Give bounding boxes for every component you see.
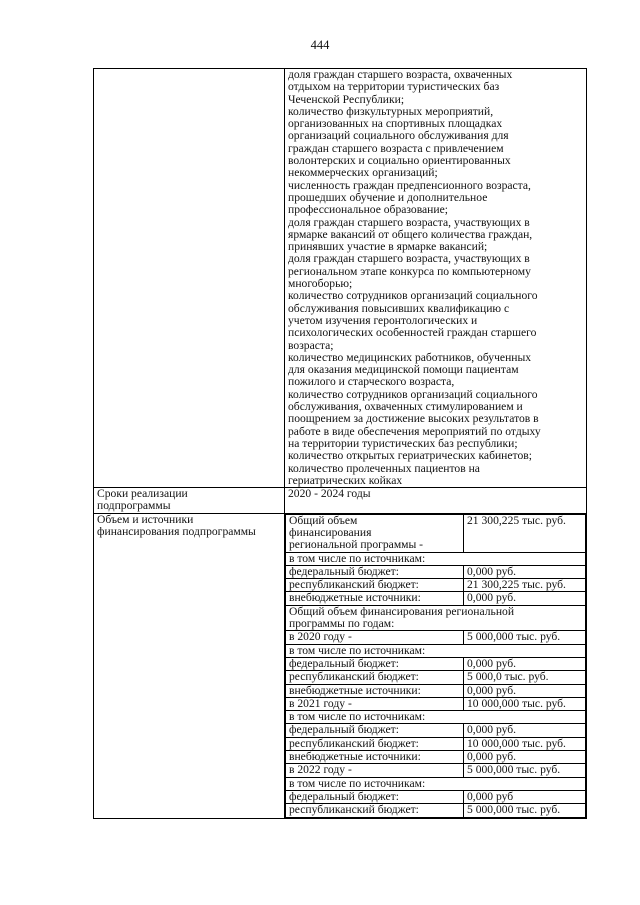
fin-year-value: 10 000,000 тыс. руб. [464,697,586,710]
financing-label-line: финансирования подпрограммы [97,524,256,538]
indicator-line: возраста; [288,338,334,352]
fin-year-federal-row [286,657,586,670]
indicator-line: доля граждан старшего возраста, участвующих в [288,215,530,229]
fin-year-value: 5 000,000 тыс. руб. [464,631,586,644]
fin-year-republic-value: 10 000,000 тыс. руб. [464,737,586,750]
indicator-line: численность граждан предпенсионного возраста, [288,178,531,192]
fin-year-federal-row [286,724,586,737]
fin-total-label-line: региональной программы - [289,538,424,552]
fin-year-sources-header-row [286,777,586,790]
terms-label-cell [94,488,285,514]
indicator-line: пожилого и старческого возраста, [288,375,455,389]
indicators-value-cell [285,69,587,488]
fin-year-sources-header: в том числе по источникам: [286,711,586,724]
indicators-list [288,69,583,487]
indicator-line: психологических особенностей граждан старшего [288,326,537,340]
fin-year-row [286,764,586,777]
indicators-row [94,69,587,488]
indicator-line: региональном этапе конкурса по компьютерному [288,264,531,278]
fin-by-years-line: Общий объем финансирования региональной [289,604,515,618]
fin-year-row [286,631,586,644]
indicator-line: организованных на спортивных площадках [288,117,503,131]
fin-federal-row [286,565,586,578]
fin-total-label [286,514,464,552]
fin-by-years-line: программы по годам: [289,617,395,631]
indicator-line: на территории туристических баз республики; [288,436,518,450]
financing-label-cell [94,513,285,818]
fin-extrabudget-row [286,592,586,605]
terms-label-line: подпрограммы [97,499,171,513]
fin-year-republic-label: республиканский бюджет: [286,737,464,750]
indicator-line: некоммерческих организаций; [288,166,438,180]
terms-value-cell: 2020 - 2024 годы [285,488,587,514]
fin-total-label-line: финансирования [289,525,372,539]
indicator-line: доля граждан старшего возраста, охваченных [288,68,513,81]
fin-year-federal-label: федеральный бюджет: [286,790,464,803]
fin-year-extrabudget-value: 0,000 руб. [464,751,586,764]
indicator-line: гериатрических койках [288,473,403,487]
indicator-line: отдыхом на территории туристических баз [288,80,500,94]
terms-label-line: Сроки реализации [97,487,188,501]
fin-year-extrabudget-row [286,751,586,764]
passport-table [93,68,587,819]
fin-total-value: 21 300,225 тыс. руб. [464,514,586,552]
indicator-line: ярмарке вакансий от общего количества граждан, [288,227,533,241]
fin-year-value: 5 000,000 тыс. руб. [464,764,586,777]
financing-label-line: Объем и источники [97,512,194,526]
fin-year-sources-header: в том числе по источникам: [286,777,586,790]
fin-year-sources-header-row [286,711,586,724]
fin-year-sources-header-row [286,644,586,657]
fin-federal-label: федеральный бюджет: [286,565,464,578]
fin-republic-label: республиканский бюджет: [286,579,464,592]
fin-year-extrabudget-label: внебюджетные источники: [286,751,464,764]
fin-sources-header-row [286,552,586,565]
indicator-line: количество сотрудников организаций социального [288,289,538,303]
fin-year-republic-label: республиканский бюджет: [286,671,464,684]
indicator-line: принявших участие в ярмарке вакансий; [288,240,488,254]
fin-year-extrabudget-value: 0,000 руб. [464,684,586,697]
indicator-line: обслуживания, охваченных стимулированием и [288,400,523,414]
fin-republic-value: 21 300,225 тыс. руб. [464,579,586,592]
indicator-line: волонтерских и социально ориентированных [288,154,511,168]
indicator-line: граждан старшего возраста с привлечением [288,141,504,155]
fin-sources-header: в том числе по источникам: [286,552,586,565]
indicator-line: количество открытых гериатрических кабинетов; [288,449,532,463]
financing-value-cell [285,513,587,818]
fin-year-republic-value: 5 000,000 тыс. руб. [464,804,586,817]
fin-total-label-line: Общий объем [289,513,358,527]
fin-year-sources-header: в том числе по источникам: [286,644,586,657]
fin-year-republic-label: республиканский бюджет: [286,804,464,817]
indicators-label-cell [94,69,285,488]
indicator-line: многоборью; [288,277,353,291]
indicator-line: Чеченской Республики; [288,92,405,106]
fin-federal-value: 0,000 руб. [464,565,586,578]
fin-year-row [286,697,586,710]
fin-year-federal-value: 0,000 руб. [464,657,586,670]
indicator-line: доля граждан старшего возраста, участвующих в [288,252,530,266]
fin-year-label: в 2022 году - [286,764,464,777]
fin-year-federal-row [286,790,586,803]
fin-year-republic-row [286,737,586,750]
fin-year-federal-label: федеральный бюджет: [286,724,464,737]
fin-extrabudget-label: внебюджетные источники: [286,592,464,605]
financing-row [94,513,587,818]
indicator-line: организаций социального обслуживания для [288,129,509,143]
indicator-line: работе в виде обеспечения мероприятий по отдыху [288,424,541,438]
indicator-line: количество медицинских работников, обученных [288,350,532,364]
fin-year-federal-value: 0,000 руб. [464,724,586,737]
indicator-line: поощрением за достижение высоких результатов в [288,412,539,426]
fin-by-years-row [286,605,586,631]
fin-year-label: в 2021 году - [286,697,464,710]
page-number: 444 [310,38,330,52]
indicator-line: прошедших обучение и дополнительное [288,190,488,204]
fin-year-republic-row [286,671,586,684]
fin-year-republic-value: 5 000,0 тыс. руб. [464,671,586,684]
fin-republic-row [286,579,586,592]
fin-year-republic-row [286,804,586,817]
fin-extrabudget-value: 0,000 руб. [464,592,586,605]
indicator-line: учетом изучения геронтологических и [288,313,478,327]
fin-by-years-heading [286,605,586,631]
fin-year-extrabudget-label: внебюджетные источники: [286,684,464,697]
fin-year-extrabudget-row [286,684,586,697]
indicator-line: профессиональное образование; [288,203,448,217]
indicator-line: количество пролеченных пациентов на [288,461,480,475]
fin-year-label: в 2020 году - [286,631,464,644]
indicator-line: для оказания медицинской помощи пациентам [288,363,519,377]
indicator-line: количество сотрудников организаций социального [288,387,538,401]
terms-row [94,488,587,514]
financing-table [285,514,586,818]
fin-year-federal-label: федеральный бюджет: [286,657,464,670]
indicator-line: обслуживания повысивших квалификацию с [288,301,510,315]
fin-year-federal-value: 0,000 руб [464,790,586,803]
indicator-line: количество физкультурных мероприятий, [288,104,494,118]
fin-total-row [286,514,586,552]
